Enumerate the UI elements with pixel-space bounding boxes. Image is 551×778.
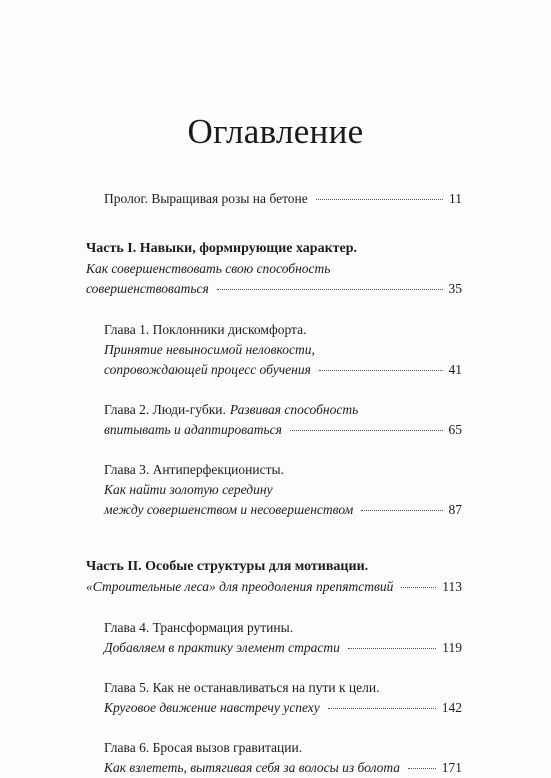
part-heading: Часть I. Навыки, формирующие характер.	[86, 241, 358, 256]
page-number: 11	[449, 191, 462, 206]
chapter-subtitle: Развивая способность	[229, 402, 359, 417]
dot-leader	[401, 587, 436, 588]
chapter-subtitle: Как найти золотую середину	[104, 482, 273, 497]
chapter-subtitle: Принятие невыносимой неловкости,	[104, 342, 315, 357]
toc-chapter-5[interactable]	[86, 678, 462, 718]
page-title: Оглавление	[187, 112, 364, 151]
part-subtitle: Как совершенствовать свою способность	[86, 261, 331, 276]
table-of-contents	[86, 189, 462, 778]
chapter-subtitle: Как взлететь, вытягивая себя за волосы из болота	[104, 760, 401, 775]
dot-leader	[290, 430, 443, 431]
chapter-subtitle: впитывать и адаптироваться	[104, 422, 282, 437]
toc-part-1[interactable]	[86, 239, 462, 299]
dot-leader	[361, 510, 442, 511]
part-heading: Часть II. Особые структуры для мотивации.	[86, 559, 369, 574]
page-number: 171	[441, 760, 462, 775]
chapter-subtitle: между совершенством и несовершенством	[104, 502, 354, 517]
chapter-title: Глава 1. Поклонники дискомфорта.	[104, 322, 307, 337]
chapter-subtitle: Круговое движение навстречу успеху	[104, 700, 320, 715]
chapter-title: Глава 4. Трансформация рутины.	[104, 620, 294, 635]
dot-leader	[328, 708, 436, 709]
page-number: 87	[448, 502, 462, 517]
page-number: 113	[442, 579, 462, 594]
page-number: 35	[448, 281, 462, 296]
page-number: 119	[442, 640, 462, 655]
toc-chapter-1[interactable]	[86, 320, 462, 380]
toc-entry-label: Пролог. Выращивая розы на бетоне	[104, 191, 308, 206]
chapter-subtitle: сопровождающей процесс обучения	[104, 362, 311, 377]
page-number: 41	[448, 362, 462, 377]
part-subtitle: «Строительные леса» для преодоления препятствий	[86, 579, 394, 594]
page-number: 65	[448, 422, 462, 437]
chapter-title: Глава 2. Люди-губки.	[104, 402, 226, 417]
toc-chapter-6[interactable]	[86, 738, 462, 778]
toc-part-2[interactable]	[86, 557, 462, 597]
toc-chapter-2[interactable]	[86, 400, 462, 440]
toc-chapter-4[interactable]	[86, 618, 462, 658]
dot-leader	[348, 648, 436, 649]
toc-entry-prolog[interactable]	[86, 189, 462, 209]
part-subtitle: совершенствоваться	[86, 281, 209, 296]
chapter-subtitle: Добавляем в практику элемент страсти	[104, 640, 340, 655]
chapter-title: Глава 5. Как не останавливаться на пути к цели.	[104, 680, 380, 695]
dot-leader	[319, 370, 443, 371]
dot-leader	[316, 199, 443, 200]
dot-leader	[408, 768, 436, 769]
chapter-title: Глава 3. Антиперфекционисты.	[104, 462, 284, 477]
page-number: 142	[441, 700, 462, 715]
toc-chapter-3[interactable]	[86, 460, 462, 520]
chapter-title: Глава 6. Бросая вызов гравитации.	[104, 740, 303, 755]
dot-leader	[217, 289, 443, 290]
